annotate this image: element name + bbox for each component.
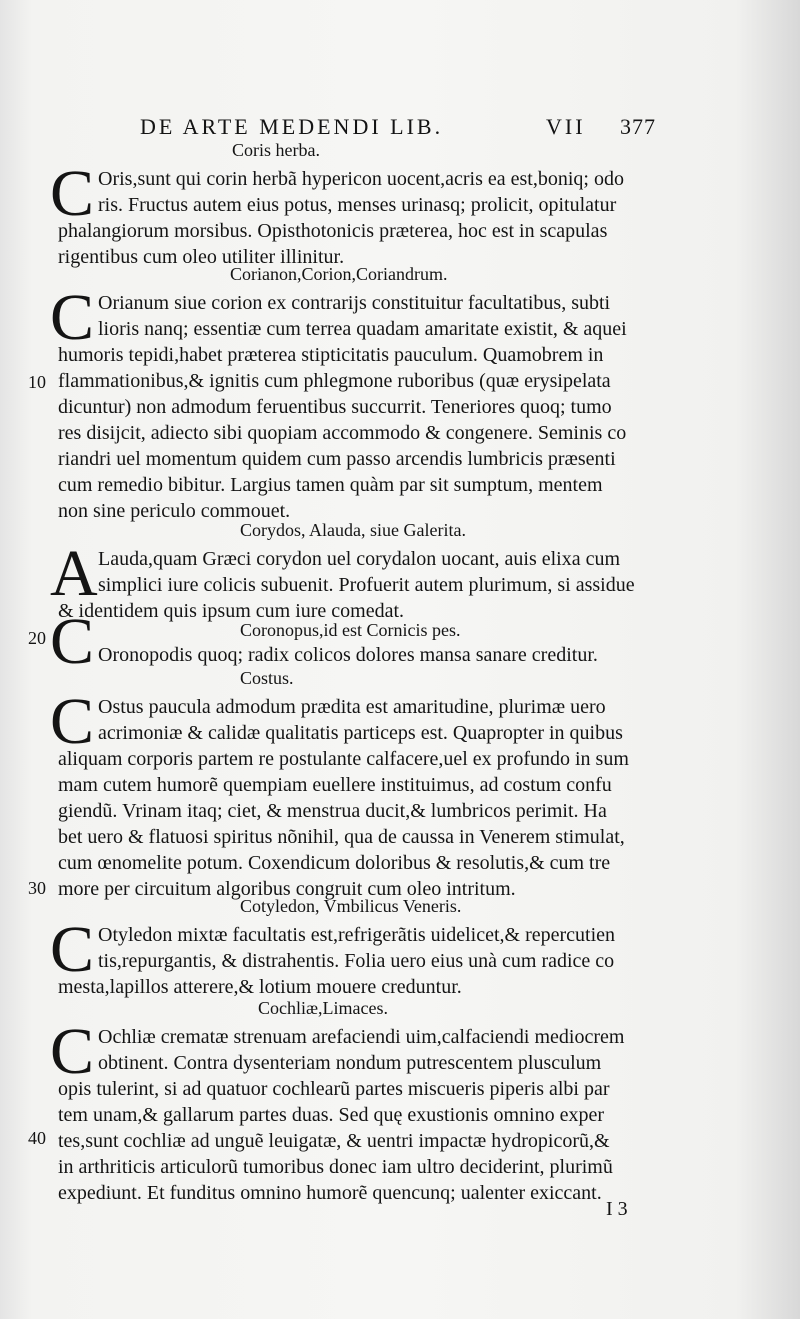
text-line: cum remedio bibitur. Largius tamen quàm par sit sumptum, mentem [58, 474, 603, 496]
text-line: in arthriticis articulorũ tumoribus donec iam ultro deciderint, plurimũ [58, 1156, 613, 1178]
drop-cap: C [50, 281, 95, 354]
text-line: obtinent. Contra dysenteriam nondum putrescentem plusculum [98, 1052, 602, 1074]
entry-heading: Cotyledon, Vmbilicus Veneris. [240, 896, 462, 916]
text-line: Ostus paucula admodum prædita est amaritudine, plurimæ uero [98, 696, 606, 718]
drop-cap: C [50, 913, 95, 986]
signature-mark: I 3 [606, 1198, 628, 1220]
entry-heading: Cochliæ,Limaces. [258, 998, 388, 1018]
drop-cap: C [50, 157, 95, 230]
text-line: opis tulerint, si ad quatuor cochlearũ partes miscueris piperis albi par [58, 1078, 610, 1100]
text-line: Ochliæ crematæ strenuam arefaciendi uim,calfaciendi mediocrem [98, 1026, 625, 1048]
text-line: lioris nanq; essentiæ cum terrea quadam amaritate existit, & aquei [98, 318, 627, 340]
entry-heading: Costus. [240, 668, 294, 688]
drop-cap: C [50, 685, 95, 758]
running-title: DE ARTE MEDENDI LIB. [140, 114, 444, 139]
drop-cap: C [50, 1015, 95, 1088]
text-line: Oris,sunt qui corin herbã hypericon uocent,acris ea est,boniq; odo [98, 168, 624, 190]
text-line: tem unam,& gallarum partes duas. Sed quę exustionis omnino exper [58, 1104, 604, 1126]
text-line: Lauda,quam Græci corydon uel corydalon uocant, auis elixa cum [98, 548, 621, 570]
text-line: bet uero & flatuosi spiritus nõnihil, qua de caussa in Venerem stimulat, [58, 826, 625, 848]
line-number: 40 [28, 1128, 46, 1148]
text-line: more per circuitum algoribus congruit cum oleo intritum. [58, 878, 516, 900]
text-line: Oronopodis quoq; radix colicos dolores mansa sanare creditur. [98, 644, 598, 666]
text-line: humoris tepidi,habet præterea stipticitatis pauculum. Quamobrem in [58, 344, 604, 366]
text-line: & identidem quis ipsum cum iure comedat. [58, 600, 405, 622]
entry-heading: Corydos, Alauda, siue Galerita. [240, 520, 466, 540]
entry-heading: Corianon,Corion,Coriandrum. [230, 264, 448, 284]
text-line: mam cutem humorẽ quempiam euellere instituimus, ad costum confu [58, 774, 612, 796]
text-line: mesta,lapillos atterere,& lotium mouere creduntur. [58, 976, 462, 998]
drop-cap: C [50, 605, 95, 678]
text-line: acrimoniæ & calidæ qualitatis particeps est. Quapropter in quibus [98, 722, 623, 744]
text-line: dicuntur) non admodum feruentibus succurrit. Teneriores quoq; tumo [58, 396, 612, 418]
text-line: non sine periculo commouet. [58, 500, 291, 522]
text-line: expediunt. Et funditus omnino humorẽ quencunq; ualenter exiccant. [58, 1182, 602, 1204]
text-line: ris. Fructus autem eius potus, menses urinasq; prolicit, opitulatur [98, 194, 617, 216]
text-line: tes,sunt cochliæ ad unguẽ leuigatæ, & uentri impactæ hydropicorũ,& [58, 1130, 610, 1152]
book-number: VII [546, 114, 586, 139]
text-line: res disijcit, adiecto sibi quopiam accommodo & congenere. Seminis co [58, 422, 627, 444]
text-line: Orianum siue corion ex contrarijs constituitur facultatibus, subti [98, 292, 611, 314]
line-number: 30 [28, 878, 46, 898]
drop-cap: A [50, 537, 98, 610]
text-line: giendũ. Vrinam itaq; ciet, & menstrua ducit,& lumbricos perimit. Ha [58, 800, 607, 822]
entry-heading: Coronopus,id est Cornicis pes. [240, 620, 461, 640]
text-line: cum œnomelite potum. Coxendicum doloribus & resolutis,& cum tre [58, 852, 611, 874]
text-line: riandri uel momentum quidem cum passo arcendis lumbricis præsenti [58, 448, 616, 470]
line-number: 20 [28, 628, 46, 648]
text-line: aliquam corporis partem re postulante calfacere,uel ex profundo in sum [58, 748, 629, 770]
text-line: phalangiorum morsibus. Opisthotonicis præterea, hoc est in scapulas [58, 220, 608, 242]
text-line: rigentibus cum oleo utiliter illinitur. [58, 246, 345, 268]
text-line: Otyledon mixtæ facultatis est,refrigerãtis uidelicet,& repercutien [98, 924, 616, 946]
text-line: tis,repurgantis, & distrahentis. Folia uero eius unà cum radice co [98, 950, 615, 972]
running-header [0, 114, 800, 144]
line-number: 10 [28, 372, 46, 392]
entry-heading: Coris herba. [232, 140, 320, 160]
text-line: flammationibus,& ignitis cum phlegmone ruboribus (quæ erysipelata [58, 370, 611, 392]
page-number: 377 [620, 114, 656, 139]
text-line: simplici iure colicis subuenit. Profuerit autem plurimum, si assidue [98, 574, 635, 596]
